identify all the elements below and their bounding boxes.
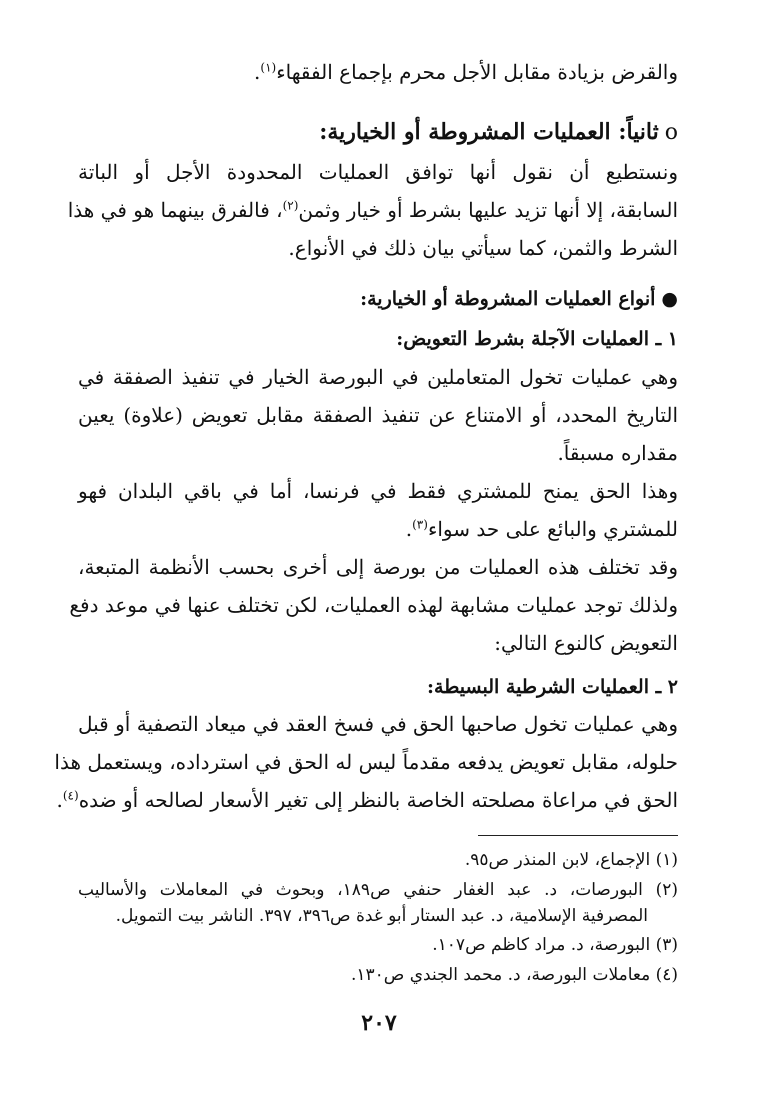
- paragraph-line: [67, 198, 678, 222]
- subsection-heading-text: أنواع العمليات المشروطة أو الخيارية:: [360, 288, 656, 310]
- paragraph-line: [254, 60, 678, 84]
- paragraph-line: ولذلك توجد عمليات مشابهة لهذه العمليات، لكن تختلف عنها في موعد دفع: [69, 593, 678, 617]
- paragraph-line: وهي عمليات تخول صاحبها الحق في فسخ العقد في ميعاد التصفية أو قبل: [78, 712, 678, 736]
- section-heading: [319, 119, 678, 145]
- paragraph-line: التاريخ المحدد، أو الامتناع عن تنفيذ الصفقة مقابل تعويض (علاوة) يعين: [78, 403, 678, 427]
- bullet-dot-icon: ●: [661, 288, 678, 310]
- line-end: .: [56, 788, 63, 812]
- footnote-continuation: المصرفية الإسلامية، د. عبد الستار أبو غدة ص٣٩٦، ٣٩٧. الناشر بيت التمويل.: [115, 906, 648, 926]
- paragraph-line: حلوله، مقابل تعويض يدفعه مقدماً ليس له الحق في استرداده، ويستعمل هذا: [54, 750, 678, 774]
- circle-bullet-icon: o: [664, 120, 678, 145]
- page-number: ٢٠٧: [361, 1010, 397, 1036]
- line-text: والقرض بزيادة مقابل الأجل محرم بإجماع الفقهاء: [276, 60, 678, 84]
- section-heading-text: ثانياً: العمليات المشروطة أو الخيارية:: [319, 119, 659, 145]
- line-text: الحق في مراعاة مصلحته الخاصة بالنظر إلى تغير الأسعار لصالحه أو ضده: [78, 788, 678, 812]
- footnote-ref: (٢): [282, 198, 299, 213]
- footnote-ref: (٤): [62, 788, 79, 803]
- paragraph-line: وقد تختلف هذه العمليات من بورصة إلى أخرى بحسب الأنظمة المتبعة،: [78, 555, 678, 579]
- subsection-heading: [360, 288, 678, 310]
- line-text: السابقة، إلا أنها تزيد عليها بشرط أو خيار وثمن: [298, 198, 678, 222]
- paragraph-line: الشرط والثمن، كما سيأتي بيان ذلك في الأنواع.: [288, 236, 678, 260]
- footnote-ref: (٣): [412, 517, 428, 532]
- footnote: (٣) البورصة، د. مراد كاظم ص١٠٧.: [432, 935, 678, 955]
- paragraph-line: مقداره مسبقاً.: [557, 441, 678, 465]
- paragraph-line: [57, 788, 679, 812]
- footnote: (٢) البورصات، د. عبد الغفار حنفي ص١٨٩، وبحوث في المعاملات والأساليب: [78, 880, 678, 900]
- footnote: (١) الإجماع، لابن المنذر ص٩٥.: [464, 850, 678, 870]
- footnote-separator: [478, 835, 678, 836]
- paragraph-line: ونستطيع أن نقول أنها توافق العمليات المحدودة الأجل أو الباتة: [78, 160, 678, 184]
- footnote: (٤) معاملات البورصة، د. محمد الجندي ص١٣٠.: [350, 965, 678, 985]
- subsection-heading: ١ ـ العمليات الآجلة بشرط التعويض:: [396, 328, 678, 350]
- footnote-ref: (١): [260, 60, 277, 75]
- paragraph-line: وهي عمليات تخول المتعاملين في البورصة الخيار في تنفيذ الصفقة في: [78, 365, 678, 389]
- paragraph-line: التعويض كالنوع التالي:: [494, 631, 678, 655]
- line-text: ، فالفرق بينهما هو في هذا: [67, 198, 283, 222]
- line-end: .: [405, 517, 413, 541]
- line-text: للمشتري والبائع على حد سواء: [427, 517, 678, 541]
- paragraph-line: وهذا الحق يمنح للمشتري فقط في فرنسا، أما في باقي البلدان فهو: [78, 479, 678, 503]
- line-end: .: [254, 60, 261, 84]
- paragraph-line: [406, 517, 678, 541]
- subsection-heading: ٢ ـ العمليات الشرطية البسيطة:: [427, 676, 678, 698]
